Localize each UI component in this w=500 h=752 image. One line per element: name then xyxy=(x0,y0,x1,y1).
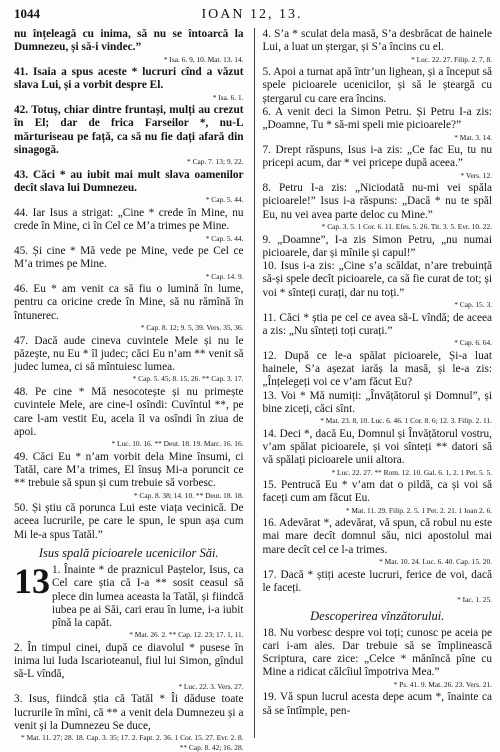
verse: 7. Drept răspuns, Isus i-a zis: „Ce fac Eu, tu nu pricepi acum, dar * vei pricepe după aceea.” xyxy=(262,144,492,170)
verse: 9. „Doamne”, I-a zis Simon Petru, „nu numai picioarele, dar și mînile și capul!” xyxy=(262,233,492,259)
page-header xyxy=(14,6,490,26)
verse: 14. Deci *, dacă Eu, Domnul și Învățătorul vostru, v’am spălat picioarele, și voi sînteți ** datori să vă spălați picioarele unii altora. xyxy=(262,427,492,467)
verse: 5. Apoi a turnat apă într’un lighean, și a început să spele picioarele ucenicilor, și să le șteargă cu ștergarul cu care era încins. xyxy=(262,66,492,105)
verse: 8. Petru I-a zis: „Niciodată nu-mi vei spăla picioarele!” Isus i-a răspuns: „Dacă * nu te spăl Eu, nu vei avea parte deloc cu Mine.” xyxy=(262,182,492,221)
cross-reference: * Mat. 3. 14. xyxy=(454,132,492,142)
chapter-number: 13 xyxy=(14,560,50,601)
cross-reference: * Cap. 7. 13; 9. 22. xyxy=(187,157,244,167)
cross-reference: * Cap. 6. 64. xyxy=(454,338,492,348)
verse: 18. Nu vorbesc despre voi toți; cunosc pe aceia pe cari i-am ales. Dar trebuie să se împlinească Scriptura, care zice: „Celce * mănîncă pîne cu Mine a ridicat călcîiul împotriva Mea.” xyxy=(262,626,492,679)
verse: 50. Și știu că porunca Lui este viața vecinică. De aceea lucrurile, pe care le spun, le spun așa cum Mi le-a spus Tatăl.” xyxy=(14,502,244,541)
verse: 4. S’a * sculat dela masă, S’a desbrăcat de hainele Lui, a luat un ștergar, și S’a încins cu el. xyxy=(262,28,492,54)
cross-reference: * Isa. 6. 1. xyxy=(212,92,244,102)
cross-reference: * Mat. 23. 8, 10. Luc. 6. 46. 1 Cor. 8. 6; 12. 3. Filip. 2. 11. xyxy=(320,416,492,426)
cross-reference: * Cap. 5. 45; 8. 15, 26. ** Cap. 3. 17. xyxy=(132,374,244,384)
cross-reference: * Luc. 22. 27. ** Rom. 12. 10. Gal. 6. 1, 2. 1 Pet. 5. 5. xyxy=(331,467,492,477)
right-block-2 xyxy=(263,627,493,718)
cross-reference: * Cap. 8. 38; 14. 10. ** Deut. 18. 18. xyxy=(133,490,244,500)
verse: 13. Voi * Mă numiți: „Învățătorul și Domnul”, și bine ziceți, căci sînt. xyxy=(262,389,492,415)
verse: 43. Căci * au iubit mai mult slava oamenilor decît slava lui Dumnezeu. xyxy=(14,168,244,195)
cross-reference: * Luc. 22. 3. Vers. 27. xyxy=(178,681,244,691)
verse: 15. Pentrucă Eu * v’am dat o pildă, ca și voi să faceți cum am făcut Eu. xyxy=(262,479,492,505)
right-column xyxy=(254,28,493,738)
right-block-1 xyxy=(263,28,493,605)
cross-reference: * Mat. 26. 2. ** Cap. 12. 23; 17. 1, 11. xyxy=(129,630,244,640)
cross-reference: * Cap. 8. 12; 9. 5, 39. Vers. 35, 36. xyxy=(140,323,244,333)
text-columns xyxy=(14,28,492,752)
cross-reference: * Isa. 6. 9, 10. Mat. 13. 14. xyxy=(163,54,244,64)
page-number: 1044 xyxy=(14,6,40,21)
cross-reference: * Cap. 5. 44. xyxy=(205,195,244,205)
section-title-right: Descoperirea vînzătorului. xyxy=(310,608,445,623)
cross-reference: * Mat. 11. 27; 28. 18. Cap. 3. 35; 17. 2. Fapt. 2. 36. 1 Cor. 15. 27. Evr. 2. 8. ** Cap. 8. 42; 16. 28. xyxy=(21,733,244,752)
verse: 12. După ce le-a spălat picioarele, Și-a luat hainele, S’a așezat iarăș la masă, și le-a zis: „Înțelegeți voi ce v’am făcut Eu? xyxy=(262,349,492,389)
verse: 19. Vă spun lucrul acesta depe acum *, înainte ca să se întîmple, pen- xyxy=(262,691,492,717)
verse: 3. Isus, fiindcă știa că Tatăl * Îi dăduse toate lucrurile în mîni, că ** a venit dela Dumnezeu și a venit și la Dumnezeu Se duce, xyxy=(14,693,244,732)
cross-reference: * Mat. 11. 29. Filip. 2. 5. 1 Pet. 2. 21. 1 Ioan 2. 6. xyxy=(345,505,492,515)
cross-reference: * Cap. 3. 5. 1 Cor. 6. 11. Efes. 5. 26. Tit. 3. 5. Evr. 10. 22. xyxy=(321,222,492,232)
verse: 46. Eu * am venit ca să fiu o lumină în lume, pentru ca oricine crede în Mine, să nu rămînă în întunerec. xyxy=(14,283,244,322)
verse: 16. Adevărat *, adevărat, vă spun, că robul nu este mai mare decît domnul său, nici apostolul mai mare decît cel ce l-a trimes. xyxy=(262,517,492,556)
left-block-2 xyxy=(14,560,244,752)
section-title-left: Isus spală picioarele ucenicilor Săi. xyxy=(38,545,219,560)
verse: 42. Totuș, chiar dintre fruntași, mulți au crezut în El; dar de frica Farseilor *, nu-L mărturiseau pe față, ca să nu fie dați afară din sinagogă. xyxy=(14,104,244,157)
verse: 44. Iar Isus a strigat: „Cine * crede în Mine, nu crede în Mine, ci în Cel ce M’a trimes pe Mine. xyxy=(14,206,244,233)
verse: 49. Căci Eu * n’am vorbit dela Mine însumi, ci Tatăl, care M’a trimes, El însuș Mi-a poruncit ce ** trebuie să spun și cum trebuie să vorbesc. xyxy=(14,450,244,490)
cross-reference: * Iac. 1. 25. xyxy=(457,595,492,605)
verse: 6. A venit deci la Simon Petru. Și Petru I-a zis: „Doamne, Tu * să-mi speli mie picioarele?” xyxy=(262,105,492,132)
running-title: IOAN 12, 13. xyxy=(201,7,303,22)
verse: 10. Isus i-a zis: „Cine s’a scăldat, n’are trebuință să-și spele decît picioarele, ca să fie curat de tot; și voi * sînteți curați, dar nu toți.” xyxy=(262,260,492,299)
cross-reference: * Cap. 5. 44. xyxy=(205,233,244,243)
cross-reference: * Mat. 10. 24. Luc. 6. 40. Cap. 15. 20. xyxy=(379,557,492,566)
chapter-start xyxy=(14,560,244,630)
verse: nu înțeleagă cu inima, să nu se întoarcă la Dumnezeu, și să-i vindec.” xyxy=(14,28,244,54)
cross-reference: * Ps. 41. 9. Mat. 26. 23. Vers. 21. xyxy=(393,679,492,689)
verse: 47. Dacă aude cineva cuvintele Mele și nu le păzește, nu Eu * îl judec; căci Eu n’am ** venit să judec lumea, ci să mîntuiesc lumea. xyxy=(14,334,244,374)
verse: 2. În timpul cinei, după ce diavolul * pusese în inima lui Iuda Iscarioteanul, fiul lui Simon, gîndul să-L vîndă, xyxy=(14,641,244,681)
cross-reference: * Luc. 10. 16. ** Deut. 18. 19. Marc. 16. 16. xyxy=(111,439,244,449)
left-block-1 xyxy=(14,28,244,542)
verse: 17. Dacă * știți aceste lucruri, ferice de voi, dacă le faceți. xyxy=(262,568,492,594)
verse: 41. Isaia a spus aceste * lucruri cînd a văzut slava Lui, și a vorbit despre El. xyxy=(14,66,244,92)
verse: 45. Și cine * Mă vede pe Mine, vede pe Cel ce M’a trimes pe Mine. xyxy=(14,245,244,271)
cross-reference: * Cap. 15. 3. xyxy=(454,300,492,310)
verse: 48. Pe cine * Mă nesocotește și nu primește cuvintele Mele, are cine-l osîndi: Cuvîntul **, pe care l-am vestit Eu, acela îl va osîndi în ziua de apoi. xyxy=(14,385,244,438)
verse: 11. Căci * știa pe cel ce avea să-L vîndă; de aceea a zis: „Nu sînteți toți curați.” xyxy=(262,311,492,337)
cross-reference: * Cap. 14. 9. xyxy=(205,271,244,281)
cross-reference: * Luc. 22. 27. Filip. 2. 7, 8. xyxy=(411,54,492,64)
verse: 1. Înainte * de praznicul Paștelor, Isus, ca Cel care știa că I-a ** sosit ceasul să plece din lumea aceasta la Tatăl, și fiindcă iubea pe ai Săi, cari erau în lume, i-a iubit pînă la capăt. xyxy=(52,563,244,630)
left-column xyxy=(14,28,244,752)
cross-reference: * Vers. 12. xyxy=(460,170,492,180)
